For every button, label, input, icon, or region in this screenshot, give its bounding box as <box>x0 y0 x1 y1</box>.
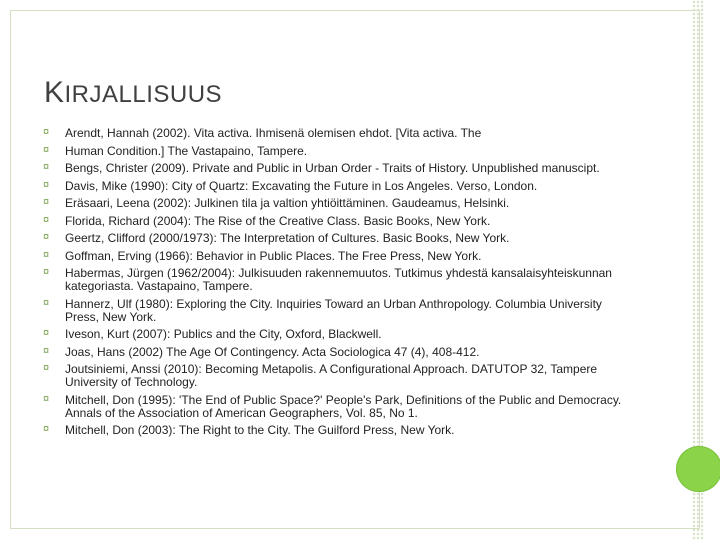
reference-text: Habermas, Jürgen (1962/2004): Julkisuuden rakennemuutos. Tutkimus yhdestä kansalaisyhteiskunnan kategoriasta. Vastapaino, Tampere. <box>65 266 612 293</box>
reference-text: Davis, Mike (1990): City of Quartz: Excavating the Future in Los Angeles. Verso, London. <box>65 178 538 193</box>
bullet-icon: ¤ <box>43 196 50 208</box>
list-item <box>43 394 623 420</box>
list-item <box>43 363 623 389</box>
list-item <box>43 180 623 193</box>
bullet-icon: ¤ <box>43 296 50 309</box>
bullet-icon: ¤ <box>43 362 50 374</box>
list-item <box>43 232 623 245</box>
bullet-icon: ¤ <box>43 423 50 435</box>
bullet-icon: ¤ <box>43 161 50 173</box>
list-item <box>43 267 623 293</box>
bullet-icon: ¤ <box>43 266 50 278</box>
reference-text: Mitchell, Don (1995): 'The End of Public Space?' People's Park, Definitions of the Public and Democracy. Annals of the Association of American Geographers, Vol. 85, No 1. <box>65 392 622 420</box>
list-item <box>43 162 623 175</box>
title-rest: IRJALLISUUS <box>64 81 223 108</box>
reference-list <box>43 127 623 442</box>
reference-text: Eräsaari, Leena (2002): Julkinen tila ja valtion yhtiöittäminen. Gaudeamus, Helsinki. <box>65 196 510 210</box>
list-item <box>43 127 623 140</box>
bullet-icon: ¤ <box>43 392 50 405</box>
list-item <box>43 328 623 341</box>
slide-title <box>44 76 222 110</box>
list-item <box>43 250 623 263</box>
bullet-icon: ¤ <box>43 248 50 261</box>
bullet-icon: ¤ <box>43 344 50 357</box>
reference-text: Bengs, Christer (2009). Private and Public in Urban Order - Traits of History. Unpublished manuscipt. <box>65 161 600 175</box>
reference-text: Joas, Hans (2002) The Age Of Contingency. Acta Sociologica 47 (4), 408-412. <box>65 344 480 359</box>
green-circle-decoration <box>676 446 720 492</box>
reference-text: Joutsiniemi, Anssi (2010): Becoming Metapolis. A Configurational Approach. DATUTOP 32, Tampere University of Technology. <box>65 362 598 389</box>
list-item <box>43 145 623 158</box>
reference-text: Florida, Richard (2004): The Rise of the Creative Class. Basic Books, New York. <box>65 213 491 228</box>
bullet-icon: ¤ <box>43 327 50 339</box>
bullet-icon: ¤ <box>43 178 50 191</box>
list-item <box>43 424 623 437</box>
bullet-icon: ¤ <box>43 143 50 156</box>
reference-text: Arendt, Hannah (2002). Vita activa. Ihmisenä olemisen ehdot. [Vita activa. The <box>65 126 482 140</box>
reference-text: Iveson, Kurt (2007): Publics and the City, Oxford, Blackwell. <box>65 327 382 341</box>
bullet-icon: ¤ <box>43 213 50 226</box>
list-item <box>43 298 623 324</box>
reference-text: Mitchell, Don (2003): The Right to the City. The Guilford Press, New York. <box>65 423 455 437</box>
reference-text: Human Condition.] The Vastapaino, Tampere. <box>65 143 308 158</box>
reference-text: Goffman, Erving (1966): Behavior in Public Places. The Free Press, New York. <box>65 248 482 263</box>
list-item <box>43 215 623 228</box>
reference-text: Hannerz, Ulf (1980): Exploring the City. Inquiries Toward an Urban Anthropology. Columbia University Press, New York. <box>65 296 602 324</box>
list-item <box>43 197 623 210</box>
bullet-icon: ¤ <box>43 126 50 138</box>
reference-text: Geertz, Clifford (2000/1973): The Interpretation of Cultures. Basic Books, New York. <box>65 231 510 245</box>
title-initial: K <box>44 76 65 109</box>
bullet-icon: ¤ <box>43 231 50 243</box>
list-item <box>43 346 623 359</box>
